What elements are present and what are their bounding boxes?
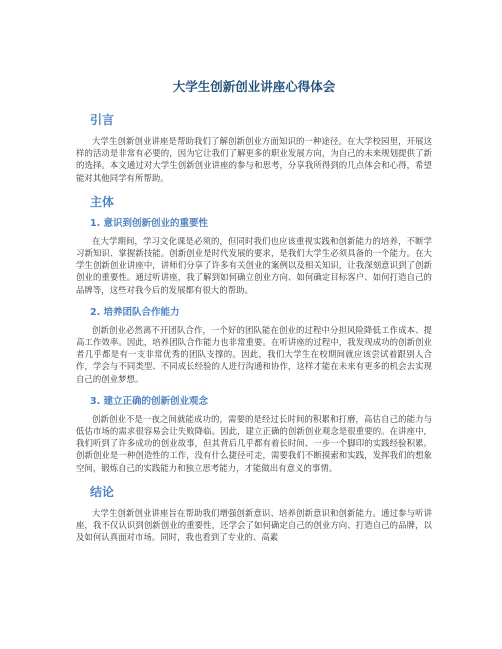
conclusion-heading: 结论: [90, 484, 115, 499]
point-2-heading: 2. 培养团队合作能力: [90, 306, 180, 318]
intro-section: [76, 112, 432, 184]
point-3-paragraph: 创新创业不是一夜之间就能成功的，需要的是经过长时间的积累和打磨，高估自己的能力与低估市场的需求很容易会让失败降临。因此，建立正确的创新创业观念是很重要的。在讲座中，我们听到了许多成功的创业故事，但其背后几乎都有着长时间、一步一个脚印的实践经验积累。创新创业是一种创造性的工作，没有什么捷径可走，需要我们不断摸索和实践，发挥我们的想象空间，锻炼自己的实践能力和独立思考能力，才能做出有意义的事情。: [76, 413, 432, 473]
point-1-heading: 1. 意识到创新创业的重要性: [90, 217, 209, 229]
body-heading: 主体: [90, 194, 115, 209]
body-section: [76, 194, 432, 474]
conclusion-paragraph: 大学生创新创业讲座旨在帮助我们增强创新意识、培养创新意识和创新能力。通过参与听讲座，我不仅认识到创新创业的重要性，还学会了如何确定自己的创业方向、打造自己的品牌，以及如何认真面对市场。同时，我也看到了专业的、高素: [76, 507, 432, 543]
intro-paragraph: 大学生创新创业讲座是帮助我们了解创新创业方面知识的一种途径。在大学校园里，开展这样的活动是非常有必要的，因为它让我们了解更多的职业发展方向，为自己的未来规划提供了新的选择。本文通过对大学生创新创业讲座的参与和思考，分享我所得到的几点体会和心得，希望能对其他同学有所帮助。: [76, 136, 432, 183]
point-2-paragraph: 创新创业必然离不开团队合作，一个好的团队能在创业的过程中分担风险降低工作成本、提高工作效率。因此，培养团队合作能力也非常重要。在听讲座的过程中，我发现成功的创新创业者几乎都是有一支非常优秀的团队支撑的。因此，我们大学生在校期间就应该尝试着跟别人合作，学会与不同类型、不同成长经验的人进行沟通和协作，这样才能在未来有更多的机会去实现自己的创业梦想。: [76, 324, 432, 384]
point-1-paragraph: 在大学期间，学习文化课是必须的，但同时我们也应该重视实践和创新能力的培养，不断学习新知识、掌握新技能。创新创业是时代发展的要求，是我们大学生必须具备的一个能力。在大学生创新创业讲座中，讲师们分享了许多有关创业的案例以及相关知识，让我深刻意识到了创新创业的重要性。通过听讲座，我了解到如何确立创业方向、如何确定目标客户、如何打造自己的品牌等，这些对我今后的发展都有很大的帮助。: [76, 235, 432, 295]
conclusion-section: [76, 484, 432, 544]
point-3-heading: 3. 建立正确的创新创业观念: [90, 395, 209, 407]
intro-heading: 引言: [90, 113, 115, 127]
document-title: 大学生创新创业讲座心得体会: [172, 79, 336, 94]
